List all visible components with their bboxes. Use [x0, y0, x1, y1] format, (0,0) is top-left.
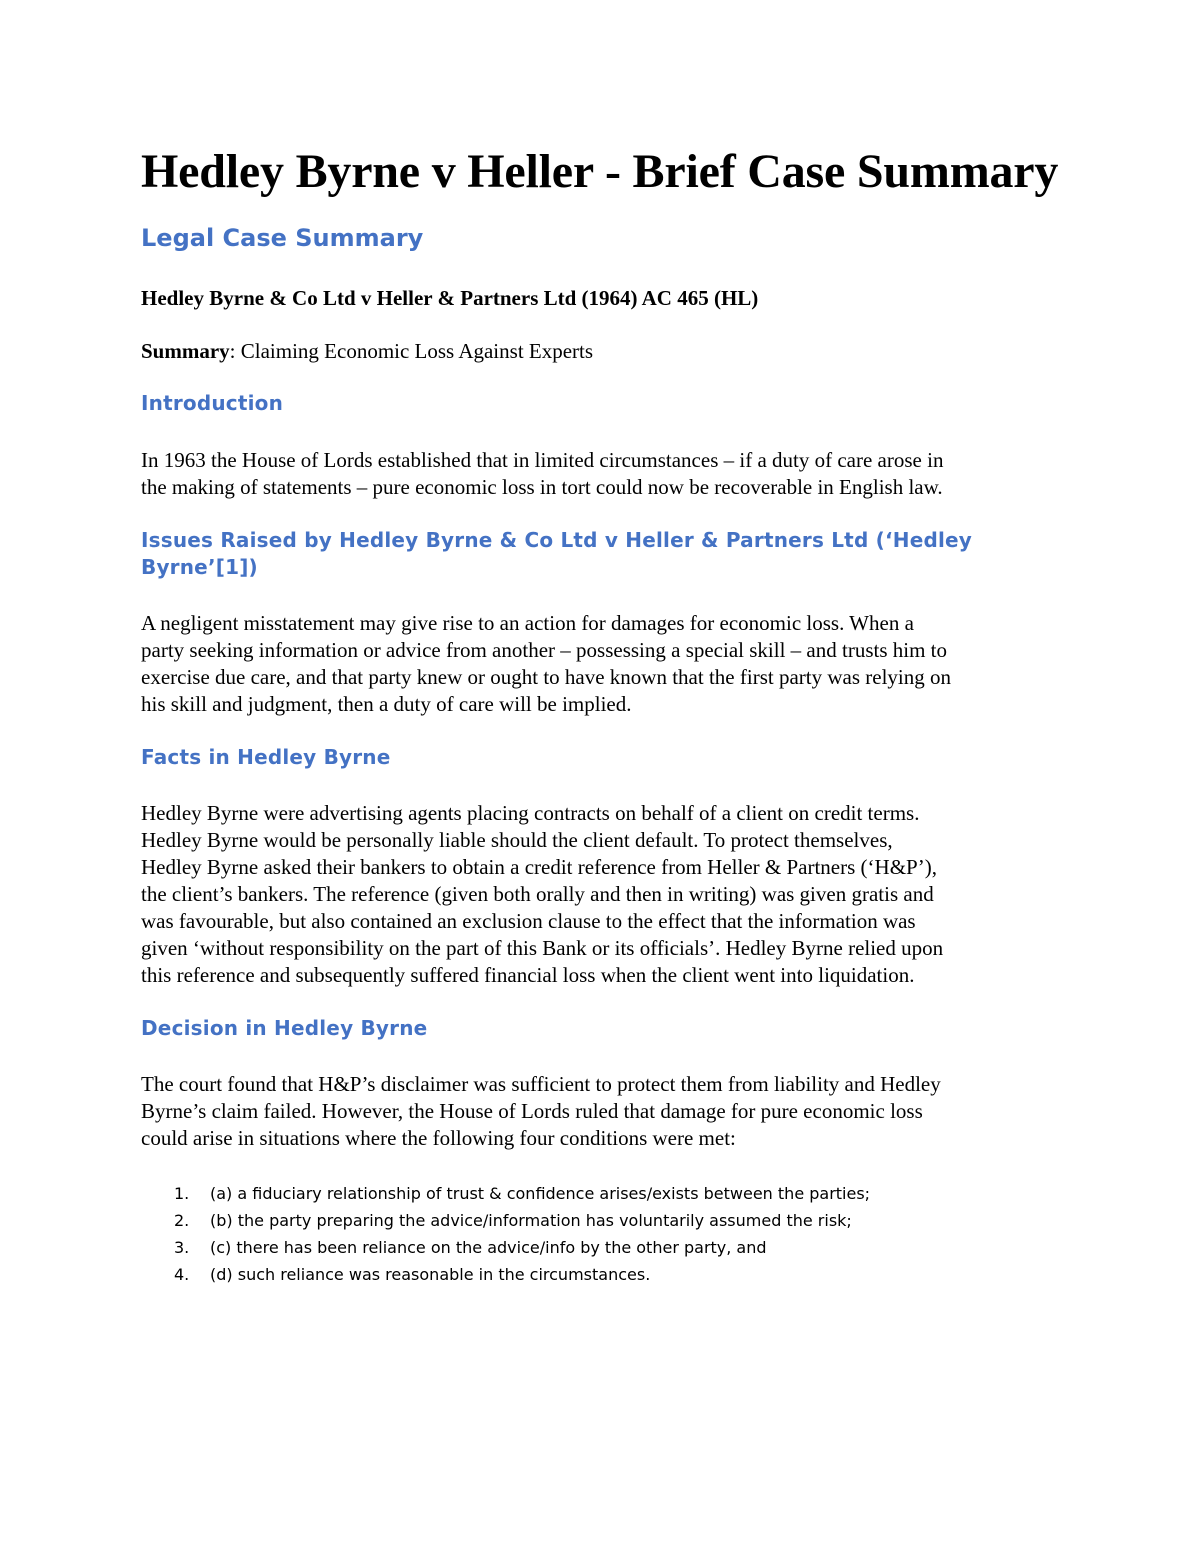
facts-paragraph	[141, 800, 1061, 989]
document-title: Hedley Byrne v Heller - Brief Case Summary	[141, 145, 1059, 198]
case-citation: Hedley Byrne & Co Ltd v Heller & Partners Ltd (1964) AC 465 (HL)	[141, 286, 759, 310]
heading-line: Issues Raised by Hedley Byrne & Co Ltd v Heller & Partners Ltd (‘Hedley	[141, 528, 973, 552]
paragraph-line: Hedley Byrne would be personally liable should the client default. To protect themselves,	[141, 828, 893, 852]
paragraph-line: party seeking information or advice from another – possessing a special skill – and trusts him to	[141, 638, 947, 662]
paragraph-line: given ‘without responsibility on the part of this Bank or its officials’. Hedley Byrne relied upon	[141, 936, 944, 960]
paragraph-line: could arise in situations where the following four conditions were met:	[141, 1126, 736, 1150]
list-number: 3.	[174, 1238, 190, 1257]
summary-label: Summary	[141, 339, 230, 363]
list-number: 4.	[174, 1265, 190, 1284]
paragraph-line: exercise due care, and that party knew or ought to have known that the first party was relying on	[141, 665, 951, 689]
introduction-heading: Introduction	[141, 391, 284, 415]
decision-heading: Decision in Hedley Byrne	[141, 1016, 428, 1040]
paragraph-line: The court found that H&P’s disclaimer was sufficient to protect them from liability and Hedley	[141, 1072, 941, 1096]
heading-line: Byrne’[1])	[141, 555, 258, 579]
list-item-text: (a) a fiduciary relationship of trust & confidence arises/exists between the parties;	[210, 1184, 871, 1203]
list-item-text: (d) such reliance was reasonable in the circumstances.	[210, 1265, 651, 1284]
paragraph-line: Byrne’s claim failed. However, the House of Lords ruled that damage for pure economic loss	[141, 1099, 923, 1123]
paragraph-line: this reference and subsequently suffered financial loss when the client went into liquidation.	[141, 963, 915, 987]
decision-paragraph	[141, 1071, 1061, 1152]
facts-heading: Facts in Hedley Byrne	[141, 745, 391, 769]
paragraph-line: the making of statements – pure economic loss in tort could now be recoverable in English law.	[141, 475, 943, 499]
paragraph-line: the client’s bankers. The reference (given both orally and then in writing) was given gratis and	[141, 882, 934, 906]
paragraph-line: In 1963 the House of Lords established that in limited circumstances – if a duty of care arose in	[141, 448, 944, 472]
summary-text: : Claiming Economic Loss Against Experts	[229, 339, 594, 363]
list-number: 1.	[174, 1184, 190, 1203]
case-summary	[141, 338, 593, 365]
paragraph-line: A negligent misstatement may give rise to an action for damages for economic loss. When a	[141, 611, 914, 635]
list-item	[141, 1207, 870, 1234]
document-subtitle: Legal Case Summary	[141, 224, 424, 252]
list-item	[141, 1234, 870, 1261]
list-item-text: (b) the party preparing the advice/information has voluntarily assumed the risk;	[210, 1211, 852, 1230]
list-number: 2.	[174, 1211, 190, 1230]
paragraph-line: his skill and judgment, then a duty of care will be implied.	[141, 692, 632, 716]
issues-heading	[141, 527, 972, 581]
introduction-paragraph	[141, 447, 1061, 501]
issues-paragraph	[141, 610, 1061, 718]
list-item	[141, 1261, 870, 1288]
paragraph-line: Hedley Byrne asked their bankers to obtain a credit reference from Heller & Partners (‘H&P’),	[141, 855, 937, 879]
conditions-list	[141, 1180, 870, 1288]
list-item-text: (c) there has been reliance on the advice/info by the other party, and	[210, 1238, 767, 1257]
list-item	[141, 1180, 870, 1207]
paragraph-line: was favourable, but also contained an exclusion clause to the effect that the information was	[141, 909, 916, 933]
paragraph-line: Hedley Byrne were advertising agents placing contracts on behalf of a client on credit terms.	[141, 801, 920, 825]
